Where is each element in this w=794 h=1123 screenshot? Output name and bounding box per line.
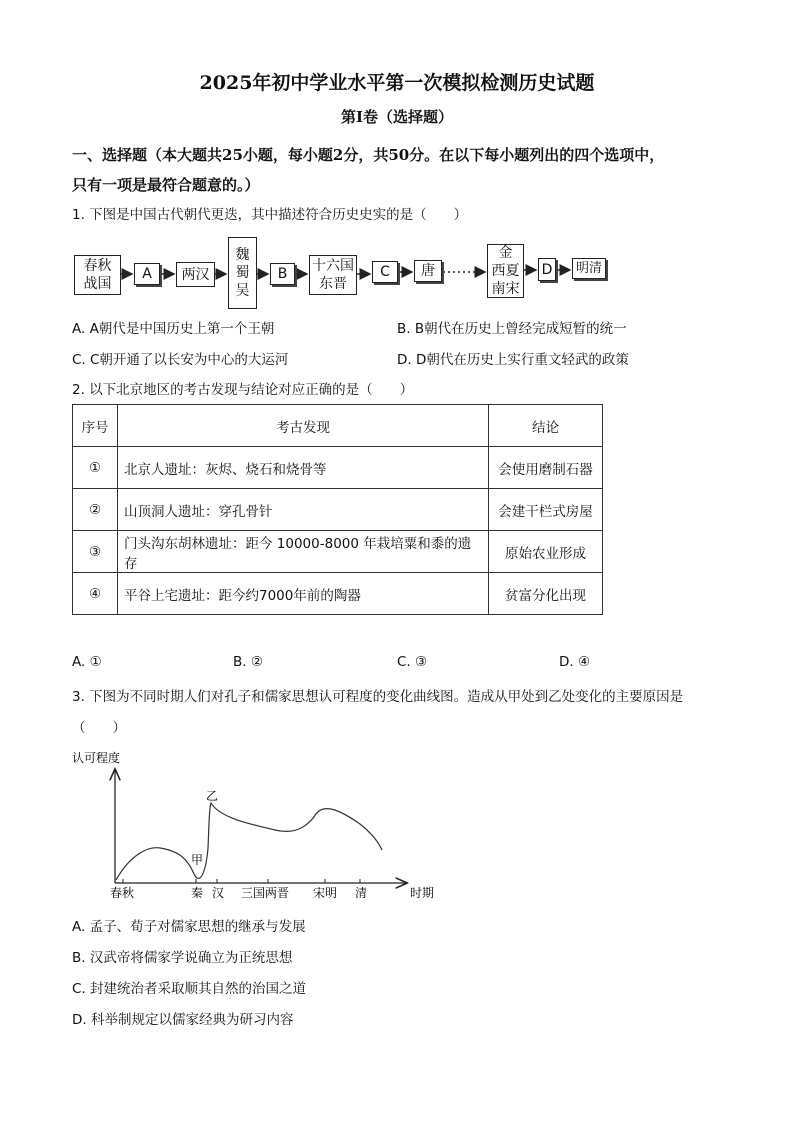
q2-option-c[interactable]: C. ③ bbox=[397, 654, 428, 670]
row-finding: 北京人遗址：灰烬、烧石和烧骨等 bbox=[118, 447, 489, 489]
y-axis-label: 认可程度 bbox=[72, 751, 121, 765]
label-shu: 蜀 bbox=[235, 265, 250, 281]
tick-label-qin: 秦 bbox=[191, 886, 204, 900]
box-chunqiu-zhanguo bbox=[74, 255, 121, 295]
box-mingqing: 明清 bbox=[572, 258, 606, 279]
row-finding: 门头沟东胡林遗址：距今 10000-8000 年栽培粟和黍的遗存 bbox=[118, 531, 489, 573]
q2-option-b[interactable]: B. ② bbox=[233, 654, 263, 670]
label-jin: 金 bbox=[498, 245, 513, 261]
label-dongjin: 东晋 bbox=[319, 276, 347, 292]
page-title: 2025年初中学业水平第一次模拟检测历史试题 bbox=[199, 72, 595, 94]
row-finding: 平谷上宅遗址：距今约7000年前的陶器 bbox=[118, 573, 489, 615]
header-conclusion: 结论 bbox=[489, 405, 603, 447]
paper-subtitle: 第Ⅰ卷（选择题） bbox=[340, 108, 454, 126]
q3-option-d[interactable]: D. 科举制规定以儒家经典为研习内容 bbox=[72, 1012, 294, 1028]
box-lianghan: 两汉 bbox=[176, 262, 215, 287]
row-index: ① bbox=[73, 447, 118, 489]
table-row bbox=[73, 531, 603, 573]
label-sixteen: 十六国 bbox=[312, 258, 354, 274]
q3-stem-line-1: 3. 下图为不同时期人们对孔子和儒家思想认可程度的变化曲线图。造成从甲处到乙处变化的主要原因是 bbox=[72, 689, 684, 705]
q1-option-a[interactable]: A. A朝代是中国历史上第一个王朝 bbox=[72, 321, 275, 337]
recognition-curve bbox=[116, 803, 382, 880]
label-wu: 吴 bbox=[235, 283, 250, 299]
q3-option-a[interactable]: A. 孟子、荀子对儒家思想的继承与发展 bbox=[72, 919, 306, 935]
q3-option-c[interactable]: C. 封建统治者采取顺其自然的治国之道 bbox=[72, 981, 307, 997]
row-index: ② bbox=[73, 489, 118, 531]
row-index: ③ bbox=[73, 531, 118, 573]
tick-label-qing: 清 bbox=[355, 886, 368, 900]
table-header-row bbox=[73, 405, 603, 447]
q1-option-b[interactable]: B. B朝代在历史上曾经完成短暂的统一 bbox=[397, 321, 627, 337]
header-index: 序号 bbox=[73, 405, 118, 447]
header-finding: 考古发现 bbox=[118, 405, 489, 447]
q3-stem-line-2: （ ） bbox=[72, 720, 126, 736]
box-b: B bbox=[270, 263, 295, 285]
q3-option-b[interactable]: B. 汉武帝将儒家学说确立为正统思想 bbox=[72, 950, 293, 966]
box-c: C bbox=[372, 261, 398, 283]
q1-option-d[interactable]: D. D朝代在历史上实行重文轻武的政策 bbox=[397, 352, 629, 368]
box-d: D bbox=[538, 258, 556, 281]
label-xixia: 西夏 bbox=[491, 263, 520, 279]
table-row bbox=[73, 447, 603, 489]
tick-label-sanguo: 三国两晋 bbox=[241, 886, 290, 900]
label-wei: 魏 bbox=[235, 247, 250, 263]
tick-label-songming: 宋明 bbox=[313, 886, 338, 900]
box-a: A bbox=[134, 263, 160, 285]
point-yi-label: 乙 bbox=[206, 789, 219, 803]
label-zhanguo: 战国 bbox=[83, 276, 112, 292]
row-conclusion: 原始农业形成 bbox=[489, 531, 603, 573]
box-wei-shu-wu bbox=[228, 237, 257, 309]
box-jin-xixia-nansong bbox=[487, 244, 524, 298]
q2-option-a[interactable]: A. ① bbox=[72, 654, 102, 670]
q1-option-c[interactable]: C. C朝开通了以长安为中心的大运河 bbox=[72, 352, 289, 368]
section-line-1: 一、选择题（本大题共25小题，每小题2分，共50分。在以下每小题列出的四个选项中， bbox=[72, 146, 665, 164]
section-line-2: 只有一项是最符合题意的。） bbox=[72, 176, 260, 194]
q2-option-d[interactable]: D. ④ bbox=[559, 654, 591, 670]
row-index: ④ bbox=[73, 573, 118, 615]
tick-label-chunqiu: 春秋 bbox=[110, 886, 135, 900]
archaeology-table bbox=[72, 404, 603, 615]
label-chunqiu: 春秋 bbox=[83, 258, 112, 274]
box-tang: 唐 bbox=[414, 260, 442, 282]
table-row bbox=[73, 573, 603, 615]
table-row bbox=[73, 489, 603, 531]
q1-stem: 1. 下图是中国古代朝代更迭，其中描述符合历史史实的是（ ） bbox=[72, 207, 468, 223]
row-conclusion: 会使用磨制石器 bbox=[489, 447, 603, 489]
row-finding: 山顶洞人遗址：穿孔骨针 bbox=[118, 489, 489, 531]
point-jia-label: 甲 bbox=[191, 853, 204, 867]
label-nansong: 南宋 bbox=[491, 281, 520, 297]
box-sixteen-dongjin bbox=[309, 255, 357, 295]
row-conclusion: 会建干栏式房屋 bbox=[489, 489, 603, 531]
tick-label-han: 汉 bbox=[212, 886, 225, 900]
row-conclusion: 贫富分化出现 bbox=[489, 573, 603, 615]
q2-stem: 2. 以下北京地区的考古发现与结论对应正确的是（ ） bbox=[72, 382, 414, 398]
x-axis-label: 时期 bbox=[410, 886, 435, 900]
q3-recognition-chart bbox=[60, 740, 460, 910]
